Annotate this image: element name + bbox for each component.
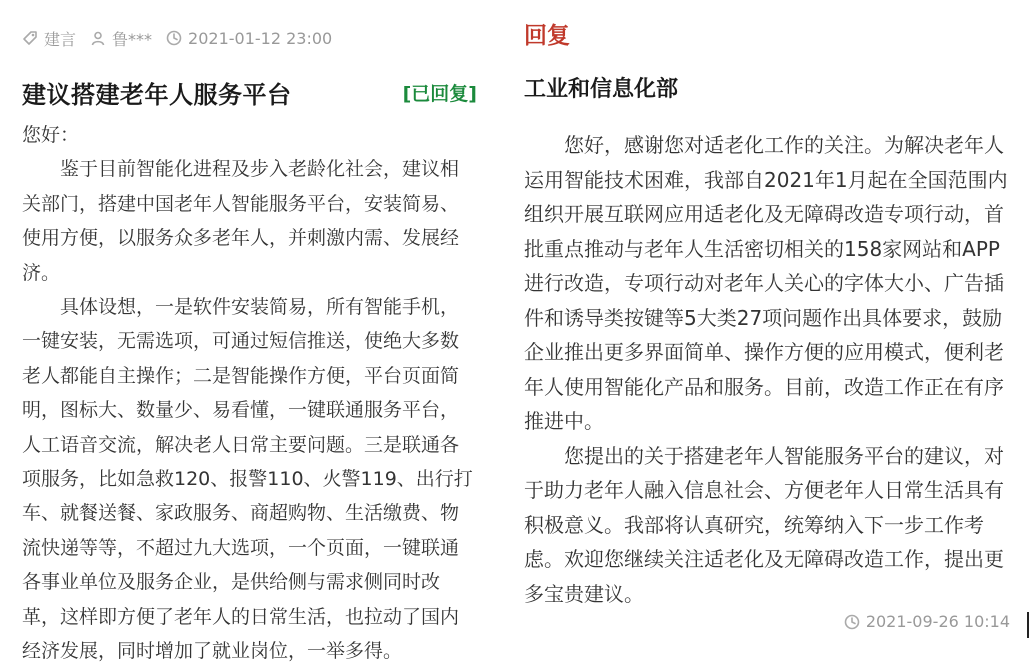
- category-meta[interactable]: [22, 27, 76, 50]
- user-name: 鲁***: [112, 29, 153, 49]
- suggestion-meta: [22, 20, 477, 56]
- time-meta: [166, 29, 332, 48]
- suggestion-time: 2021-01-12 23:00: [188, 28, 333, 48]
- suggestion-paragraph-2: 具体设想，一是软件安装简易，所有智能手机，一键安装，无需选项，可通过短信推送，使绝大多数老人都能自主操作；二是智能操作方便，平台页面简明，图标大、数量少、易看懂，一键联通服务平台，人工语音交流，解决老人日常主要问题。三是联通各项服务，比如急救120、报警110、火警119、出行打车、就餐送餐、家政服务、商超购物、生活缴费、物流快递等等，不超过九大选项，一个页面，一键联通各事业单位及服务企业，是供给侧与需求侧同时改革，这样即方便了老年人的日常生活，也拉动了国内经济发展，同时增加了就业岗位，一举多得。: [22, 296, 473, 663]
- status-badge: [已回复]: [402, 82, 477, 105]
- suggestion-body: [22, 118, 477, 669]
- user-icon: [90, 30, 106, 46]
- suggestion-title-row: [22, 72, 477, 112]
- reply-heading: 回复: [524, 23, 570, 49]
- clock-icon: [166, 30, 182, 46]
- user-meta: [90, 27, 152, 50]
- suggestion-title: 建议搭建老年人服务平台: [22, 80, 292, 109]
- reply-department: 工业和信息化部: [524, 77, 679, 102]
- clock-icon: [844, 614, 860, 630]
- reply-paragraph-1: 您好，感谢您对适老化工作的关注。为解决老年人运用智能技术困难，我部自2021年1月起在全国范围内组织开展互联网应用适老化及无障碍改造专项行动，首批重点推动与老年人生活密切相关的158家网站和APP进行改造，专项行动对老年人关心的字体大小、广告插件和诱导类按键等5大类27项问题作出具体要求，鼓励企业推出更多界面简单、操作方便的应用模式，便利老年人使用智能化产品和服务。目前，改造工作正在有序推进中。: [524, 133, 1008, 433]
- category-label: 建言: [44, 29, 77, 49]
- suggestion-paragraph-1: 鉴于目前智能化进程及步入老龄化社会，建议相关部门，搭建中国老年人智能服务平台，安装简易、使用方便，以服务众多老年人，并刺激内需、发展经济。: [22, 158, 460, 284]
- reply-time: 2021-09-26 10:14: [865, 612, 1010, 631]
- reply-body: [524, 128, 1012, 611]
- reply-paragraph-2: 您提出的关于搭建老年人智能服务平台的建议，对于助力老年人融入信息社会、方便老年人日常生活具有积极意义。我部将认真研究，统筹纳入下一步工作考虑。欢迎您继续关注适老化及无障碍改造工作，提出更多宝贵建议。: [524, 443, 1004, 606]
- suggestion-panel: [22, 20, 477, 669]
- reply-panel: [524, 20, 1012, 611]
- reply-time-meta: [844, 612, 1010, 631]
- suggestion-greeting: 您好：: [22, 124, 80, 146]
- tag-icon: [22, 30, 38, 46]
